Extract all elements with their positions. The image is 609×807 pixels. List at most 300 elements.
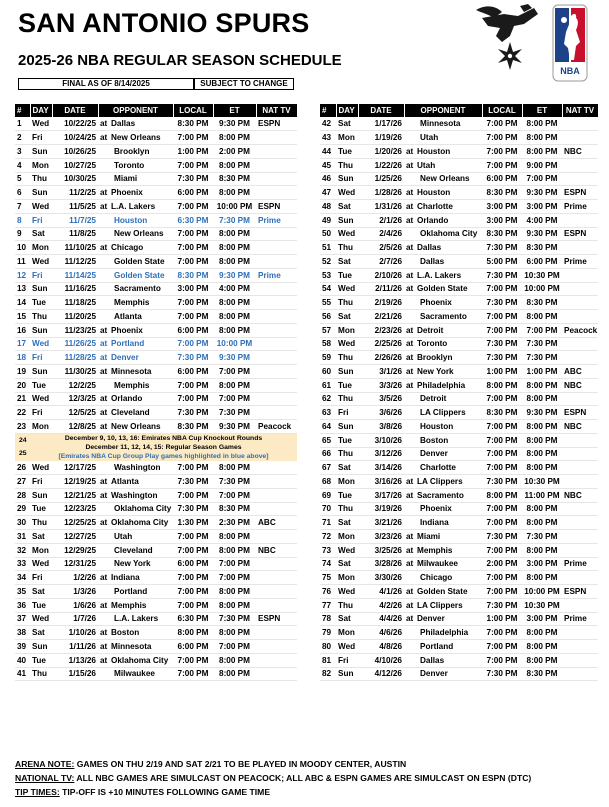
away-marker: at (406, 614, 414, 624)
game-number: 11 (15, 255, 30, 269)
game-day: Thu (336, 447, 358, 461)
game-et-time: 8:00 PM (522, 420, 562, 434)
game-number: 50 (320, 227, 336, 241)
game-date: 12/25/25 (52, 516, 98, 530)
table-row (15, 406, 297, 420)
opponent-name: Golden State (417, 586, 468, 596)
col-header-et: ET (522, 104, 562, 117)
game-day: Wed (30, 392, 52, 406)
game-number: 25 (15, 447, 30, 461)
spurs-logo (474, 2, 540, 82)
table-row (320, 131, 598, 145)
game-number: 52 (320, 255, 336, 269)
table-row (320, 378, 598, 392)
game-nat-tv (562, 667, 598, 681)
game-number: 67 (320, 461, 336, 475)
game-local-time: 7:00 PM (482, 543, 522, 557)
table-row (15, 433, 297, 447)
game-date: 3/17/26 (358, 488, 404, 502)
table-row (320, 640, 598, 654)
opponent-name: New York (417, 366, 454, 376)
table-row (320, 516, 598, 530)
game-day: Sat (336, 200, 358, 214)
game-day: Sat (336, 117, 358, 131)
game-number: 78 (320, 612, 336, 626)
game-day: Sun (336, 213, 358, 227)
game-local-time: 7:00 PM (173, 585, 213, 599)
game-local-time: 7:00 PM (482, 145, 522, 159)
game-nat-tv (256, 667, 297, 681)
game-day: Fri (336, 653, 358, 667)
away-marker: at (100, 655, 108, 665)
away-marker: at (100, 394, 108, 404)
table-row (15, 241, 297, 255)
game-date: 11/20/25 (52, 310, 98, 324)
game-date: 11/28/25 (52, 351, 98, 365)
opponent-name: Philadelphia (417, 380, 466, 390)
game-local-time: 7:00 PM (173, 571, 213, 585)
game-opponent (98, 557, 173, 571)
game-opponent (404, 268, 482, 282)
schedule-subtitle: 2025-26 NBA REGULAR SEASON SCHEDULE (18, 52, 342, 69)
away-marker: at (406, 270, 414, 280)
game-day: Sat (30, 626, 52, 640)
game-number: 4 (15, 158, 30, 172)
game-opponent (404, 158, 482, 172)
game-day: Sun (30, 186, 52, 200)
game-number: 68 (320, 475, 336, 489)
game-et-time: 9:30 PM (213, 117, 256, 131)
opponent-name: Detroit (420, 394, 447, 404)
game-opponent (98, 227, 173, 241)
game-local-time: 7:00 PM (173, 337, 213, 351)
tip-times-note (15, 787, 270, 797)
game-date: 3/12/26 (358, 447, 404, 461)
away-marker: at (100, 573, 108, 583)
game-nat-tv (256, 323, 297, 337)
game-et-time: 7:00 PM (213, 488, 256, 502)
game-day: Sun (30, 640, 52, 654)
game-et-time: 4:00 PM (522, 213, 562, 227)
game-number: 59 (320, 351, 336, 365)
cup-note-line1: December 9, 10, 13, 16: Emirates NBA Cup Knockout Rounds (64, 434, 263, 442)
opponent-name: Cleveland (114, 545, 153, 555)
game-local-time: 6:00 PM (173, 186, 213, 200)
game-number: 56 (320, 310, 336, 324)
opponent-name: Phoenix (420, 504, 452, 514)
game-et-time: 8:30 PM (213, 172, 256, 186)
away-marker: at (406, 476, 414, 486)
table-row (320, 241, 598, 255)
table-row (320, 310, 598, 324)
game-nat-tv (256, 488, 297, 502)
game-local-time: 7:00 PM (482, 502, 522, 516)
game-number: 19 (15, 365, 30, 379)
game-number: 63 (320, 406, 336, 420)
game-opponent (98, 255, 173, 269)
game-date: 2/4/26 (358, 227, 404, 241)
game-nat-tv: NBC (256, 543, 297, 557)
game-local-time: 7:00 PM (173, 461, 213, 475)
game-number: 31 (15, 530, 30, 544)
game-date: 12/27/25 (52, 530, 98, 544)
table-row (320, 145, 598, 159)
game-opponent (98, 667, 173, 681)
table-row (15, 530, 297, 544)
game-number: 34 (15, 571, 30, 585)
game-et-time: 8:00 PM (213, 530, 256, 544)
game-opponent (98, 213, 173, 227)
game-et-time: 10:30 PM (522, 598, 562, 612)
opponent-name: Washington (114, 462, 161, 472)
game-number: 2 (15, 131, 30, 145)
table-row (320, 406, 598, 420)
game-number: 22 (15, 406, 30, 420)
col-header-number: # (15, 104, 30, 117)
game-et-time: 8:00 PM (522, 378, 562, 392)
table-row (15, 296, 297, 310)
game-opponent (404, 475, 482, 489)
game-nat-tv (256, 131, 297, 145)
game-number: 38 (15, 626, 30, 640)
game-opponent (404, 186, 482, 200)
game-et-time: 3:00 PM (522, 200, 562, 214)
game-date: 1/19/26 (358, 131, 404, 145)
game-local-time: 7:00 PM (173, 158, 213, 172)
game-date: 4/1/26 (358, 585, 404, 599)
away-marker: at (406, 545, 414, 555)
table-row (15, 543, 297, 557)
game-day: Fri (30, 406, 52, 420)
game-local-time: 7:00 PM (482, 117, 522, 131)
game-day: Mon (336, 571, 358, 585)
game-date: 3/5/26 (358, 392, 404, 406)
opponent-name: Boston (111, 628, 140, 638)
game-day: Wed (336, 640, 358, 654)
game-et-time: 8:00 PM (522, 145, 562, 159)
opponent-name: Washington (111, 490, 158, 500)
away-marker: at (406, 160, 414, 170)
game-date: 11/2/25 (52, 186, 98, 200)
opponent-name: Dallas (420, 256, 445, 266)
game-opponent (98, 172, 173, 186)
game-day: Wed (336, 337, 358, 351)
game-nat-tv (256, 598, 297, 612)
opponent-name: Atlanta (111, 476, 139, 486)
game-number: 14 (15, 296, 30, 310)
game-day: Mon (336, 530, 358, 544)
game-nat-tv (562, 351, 598, 365)
game-nat-tv (256, 365, 297, 379)
game-number: 33 (15, 557, 30, 571)
game-nat-tv (256, 296, 297, 310)
opponent-name: Minnesota (111, 366, 152, 376)
game-et-time: 7:00 PM (213, 571, 256, 585)
game-number: 35 (15, 585, 30, 599)
game-et-time: 8:00 PM (213, 323, 256, 337)
game-number: 13 (15, 282, 30, 296)
game-number: 39 (15, 640, 30, 654)
game-opponent (98, 296, 173, 310)
table-row (320, 282, 598, 296)
game-date: 11/7/25 (52, 213, 98, 227)
game-et-time: 7:00 PM (522, 323, 562, 337)
game-et-time: 9:30 PM (522, 227, 562, 241)
game-nat-tv (256, 310, 297, 324)
game-number: 37 (15, 612, 30, 626)
col-header-local: LOCAL (173, 104, 213, 117)
table-row (320, 461, 598, 475)
game-number: 81 (320, 653, 336, 667)
game-date: 12/21/25 (52, 488, 98, 502)
game-date: 11/18/25 (52, 296, 98, 310)
game-day: Wed (30, 255, 52, 269)
game-day: Thu (30, 667, 52, 681)
game-day: Thu (336, 241, 358, 255)
game-et-time: 8:00 PM (522, 543, 562, 557)
table-row (15, 626, 297, 640)
game-local-time: 3:00 PM (173, 282, 213, 296)
game-date: 3/19/26 (358, 502, 404, 516)
game-nat-tv: Prime (562, 255, 598, 269)
table-row (320, 585, 598, 599)
game-number: 32 (15, 543, 30, 557)
game-opponent (98, 626, 173, 640)
game-nat-tv (256, 378, 297, 392)
game-et-time: 7:30 PM (213, 475, 256, 489)
game-day: Fri (30, 351, 52, 365)
game-date: 3/28/26 (358, 557, 404, 571)
game-day: Thu (336, 598, 358, 612)
opponent-name: Oklahoma City (111, 518, 169, 528)
game-nat-tv (256, 475, 297, 489)
game-nat-tv: Peacock (562, 323, 598, 337)
game-et-time: 8:00 PM (522, 461, 562, 475)
away-marker: at (406, 531, 414, 541)
away-marker: at (406, 586, 414, 596)
game-day: Fri (30, 571, 52, 585)
game-date: 11/23/25 (52, 323, 98, 337)
game-opponent (98, 200, 173, 214)
game-local-time: 7:30 PM (482, 530, 522, 544)
game-day: Wed (336, 227, 358, 241)
game-nat-tv: ESPN (562, 186, 598, 200)
away-marker: at (100, 353, 108, 363)
table-row (15, 268, 297, 282)
game-et-time: 8:30 PM (213, 502, 256, 516)
cup-note-line2: December 11, 12, 14, 15: Regular Season Games (85, 443, 242, 451)
away-marker: at (406, 215, 414, 225)
game-date: 2/23/26 (358, 323, 404, 337)
table-row (320, 351, 598, 365)
game-day: Tue (336, 378, 358, 392)
game-number: 80 (320, 640, 336, 654)
game-date: 12/19/25 (52, 475, 98, 489)
game-day: Sat (336, 612, 358, 626)
game-date: 3/10/26 (358, 433, 404, 447)
game-day: Fri (30, 213, 52, 227)
game-opponent (98, 488, 173, 502)
col-header-opponent: OPPONENT (98, 104, 173, 117)
game-opponent (404, 145, 482, 159)
arena-note-text: GAMES ON THU 2/19 AND SAT 2/21 TO BE PLAYED IN MOODY CENTER, AUSTIN (74, 759, 407, 769)
game-day: Wed (30, 461, 52, 475)
game-number: 21 (15, 392, 30, 406)
game-number: 12 (15, 268, 30, 282)
game-opponent (404, 351, 482, 365)
game-opponent (404, 557, 482, 571)
game-et-time: 10:00 PM (213, 200, 256, 214)
game-day: Sun (30, 323, 52, 337)
game-opponent (98, 158, 173, 172)
game-nat-tv: Prime (256, 213, 297, 227)
game-et-time: 8:00 PM (213, 653, 256, 667)
table-row (320, 667, 598, 681)
game-local-time: 7:00 PM (482, 158, 522, 172)
game-nat-tv: ESPN (256, 200, 297, 214)
game-opponent (98, 392, 173, 406)
game-local-time: 6:00 PM (482, 172, 522, 186)
game-nat-tv (256, 530, 297, 544)
table-row (15, 131, 297, 145)
game-number: 55 (320, 296, 336, 310)
opponent-name: Phoenix (420, 298, 452, 308)
opponent-name: Miami (114, 174, 138, 184)
col-header-date: DATE (52, 104, 98, 117)
game-date: 2/21/26 (358, 310, 404, 324)
game-date: 10/24/25 (52, 131, 98, 145)
game-date: 1/25/26 (358, 172, 404, 186)
game-day: Wed (30, 612, 52, 626)
game-number: 18 (15, 351, 30, 365)
game-number: 51 (320, 241, 336, 255)
game-date: 12/8/25 (52, 420, 98, 434)
game-day: Wed (336, 282, 358, 296)
game-day: Wed (30, 200, 52, 214)
game-number: 72 (320, 530, 336, 544)
opponent-name: Toronto (417, 339, 448, 349)
game-day: Sun (336, 172, 358, 186)
nba-logo (552, 4, 588, 82)
arena-note (15, 759, 406, 769)
game-opponent (98, 131, 173, 145)
game-nat-tv (256, 640, 297, 654)
table-row (320, 598, 598, 612)
away-marker: at (406, 243, 414, 253)
game-local-time: 7:30 PM (482, 296, 522, 310)
table-row (15, 365, 297, 379)
game-day: Thu (336, 392, 358, 406)
game-opponent (98, 117, 173, 131)
game-et-time: 8:00 PM (213, 626, 256, 640)
game-nat-tv (256, 351, 297, 365)
game-date: 4/6/26 (358, 626, 404, 640)
game-local-time: 7:00 PM (482, 653, 522, 667)
table-row (320, 323, 598, 337)
game-et-time: 8:00 PM (213, 158, 256, 172)
game-local-time: 8:00 PM (173, 626, 213, 640)
game-date: 1/31/26 (358, 200, 404, 214)
away-marker: at (406, 353, 414, 363)
game-nat-tv (256, 502, 297, 516)
game-et-time: 10:30 PM (522, 475, 562, 489)
game-nat-tv (562, 626, 598, 640)
game-local-time: 6:00 PM (173, 557, 213, 571)
table-row (320, 172, 598, 186)
game-opponent (404, 571, 482, 585)
opponent-name: Indiana (420, 518, 449, 528)
game-day: Thu (30, 172, 52, 186)
game-local-time: 7:00 PM (173, 598, 213, 612)
game-number: 42 (320, 117, 336, 131)
national-tv-label: NATIONAL TV: (15, 773, 75, 783)
away-marker: at (406, 600, 414, 610)
game-local-time: 7:00 PM (173, 200, 213, 214)
table-row (320, 447, 598, 461)
game-date: 4/2/26 (358, 598, 404, 612)
game-day: Sun (30, 488, 52, 502)
game-day: Mon (336, 475, 358, 489)
table-row (15, 323, 297, 337)
game-number: 6 (15, 186, 30, 200)
game-et-time: 7:00 PM (522, 172, 562, 186)
game-opponent (98, 475, 173, 489)
game-nat-tv (562, 172, 598, 186)
game-date: 3/14/26 (358, 461, 404, 475)
game-local-time: 7:00 PM (173, 530, 213, 544)
opponent-name: Denver (420, 669, 448, 679)
game-date: 2/19/26 (358, 296, 404, 310)
game-et-time: 8:00 PM (213, 598, 256, 612)
opponent-name: Brooklyn (114, 146, 150, 156)
table-row (15, 420, 297, 434)
game-et-time: 9:30 PM (213, 420, 256, 434)
game-number: 20 (15, 378, 30, 392)
national-tv-note (15, 773, 531, 783)
game-date: 3/30/26 (358, 571, 404, 585)
opponent-name: LA Clippers (420, 408, 466, 418)
game-day: Tue (30, 296, 52, 310)
game-et-time: 8:00 PM (522, 447, 562, 461)
schedule-table-right (320, 104, 599, 681)
opponent-name: LA Clippers (417, 476, 463, 486)
game-nat-tv: ESPN (256, 117, 297, 131)
game-date: 1/22/26 (358, 158, 404, 172)
game-et-time: 8:00 PM (213, 378, 256, 392)
game-date: 1/10/26 (52, 626, 98, 640)
table-row (15, 227, 297, 241)
table-row (320, 530, 598, 544)
game-local-time: 6:00 PM (173, 365, 213, 379)
game-local-time: 8:00 PM (482, 488, 522, 502)
game-day: Mon (30, 543, 52, 557)
game-number: 26 (15, 461, 30, 475)
game-opponent (404, 365, 482, 379)
game-local-time: 3:00 PM (482, 213, 522, 227)
away-marker: at (100, 408, 108, 418)
away-marker: at (406, 201, 414, 211)
away-marker: at (100, 243, 108, 253)
game-et-time: 10:00 PM (213, 337, 256, 351)
game-number: 82 (320, 667, 336, 681)
game-day: Mon (30, 241, 52, 255)
game-et-time: 8:00 PM (522, 131, 562, 145)
game-number: 44 (320, 145, 336, 159)
table-row (15, 488, 297, 502)
game-nat-tv (256, 337, 297, 351)
game-local-time: 7:30 PM (173, 502, 213, 516)
opponent-name: Denver (111, 353, 139, 363)
